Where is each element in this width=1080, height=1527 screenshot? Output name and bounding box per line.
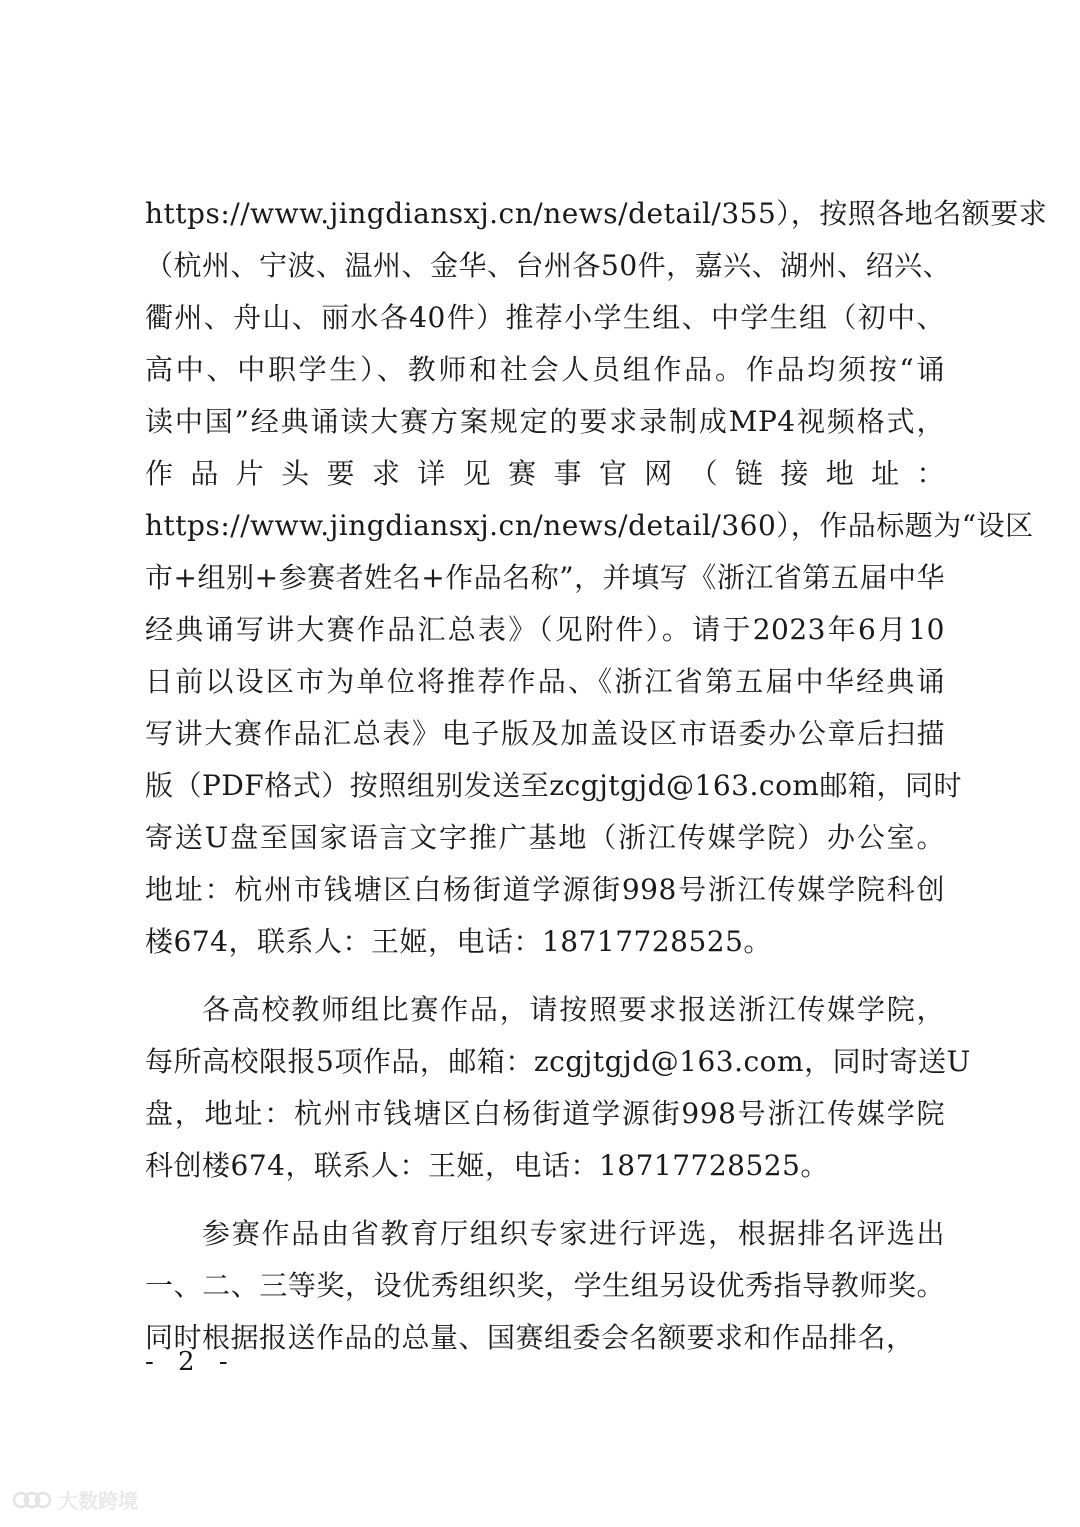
text-line: 楼674，联系人：王姬，电话：18717728525。 bbox=[145, 925, 772, 958]
text-line: 参赛作品由省教育厅组织专家进行评选，根据排名评选出 bbox=[202, 1217, 945, 1250]
paragraph bbox=[145, 1208, 945, 1364]
text-line: 同时根据报送作品的总量、国赛组委会名额要求和作品排名， bbox=[145, 1321, 915, 1354]
text-line: 每所高校限报5项作品，邮箱：zcgjtgjd@163.com，同时寄送U bbox=[145, 1045, 971, 1078]
text-line: 高中、中职学生）、教师和社会人员组作品。作品均须按“诵 bbox=[145, 353, 945, 386]
text-line: https://www.jingdiansxj.cn/news/detail/360），作品标题为“设区 bbox=[145, 509, 1034, 542]
text-line: 读中国”经典诵读大赛方案规定的要求录制成MP4视频格式， bbox=[145, 405, 945, 438]
text-line: 科创楼674，联系人：王姬，电话：18717728525。 bbox=[145, 1149, 829, 1182]
text-line: 作 品 片 头 要 求 详 见 赛 事 官 网 （ 链 接 地 址 ： bbox=[145, 457, 945, 490]
watermark bbox=[12, 1485, 138, 1514]
text-line: 市+组别+参赛者姓名+作品名称”，并填写《浙江省第五届中华 bbox=[145, 561, 945, 594]
watermark-logo-icon bbox=[12, 1489, 52, 1511]
text-line: （杭州、宁波、温州、金华、台州各50件，嘉兴、湖州、绍兴、 bbox=[145, 249, 952, 282]
text-line: 一、二、三等奖，设优秀组织奖，学生组另设优秀指导教师奖。 bbox=[145, 1269, 945, 1302]
text-line: 版（PDF格式）按照组别发送至zcgjtgjd@163.com邮箱，同时 bbox=[145, 769, 962, 802]
paragraph bbox=[145, 984, 971, 1192]
paragraph-gap bbox=[145, 968, 945, 984]
text-line: https://www.jingdiansxj.cn/news/detail/355），按照各地名额要求 bbox=[145, 197, 1048, 230]
text-line: 寄送U盘至国家语言文字推广基地（浙江传媒学院）办公室。 bbox=[145, 821, 945, 854]
text-line: 经典诵写讲大赛作品汇总表》（见附件）。请于2023年6月10 bbox=[145, 613, 945, 646]
paragraph bbox=[145, 188, 1048, 968]
page-number: - 2 - bbox=[145, 1347, 236, 1377]
paragraph-gap bbox=[145, 1192, 945, 1208]
document-body bbox=[145, 188, 1048, 1364]
text-line: 写讲大赛作品汇总表》电子版及加盖设区市语委办公章后扫描 bbox=[145, 717, 945, 750]
text-line: 各高校教师组比赛作品，请按照要求报送浙江传媒学院， bbox=[202, 993, 945, 1026]
text-line: 衢州、舟山、丽水各40件）推荐小学生组、中学生组（初中、 bbox=[145, 301, 945, 334]
text-line: 地址：杭州市钱塘区白杨街道学源街998号浙江传媒学院科创 bbox=[145, 873, 945, 906]
text-line: 日前以设区市为单位将推荐作品、《浙江省第五届中华经典诵 bbox=[145, 665, 945, 698]
watermark-text: 大数跨境 bbox=[58, 1489, 138, 1513]
text-line: 盘，地址：杭州市钱塘区白杨街道学源街998号浙江传媒学院 bbox=[145, 1097, 945, 1130]
